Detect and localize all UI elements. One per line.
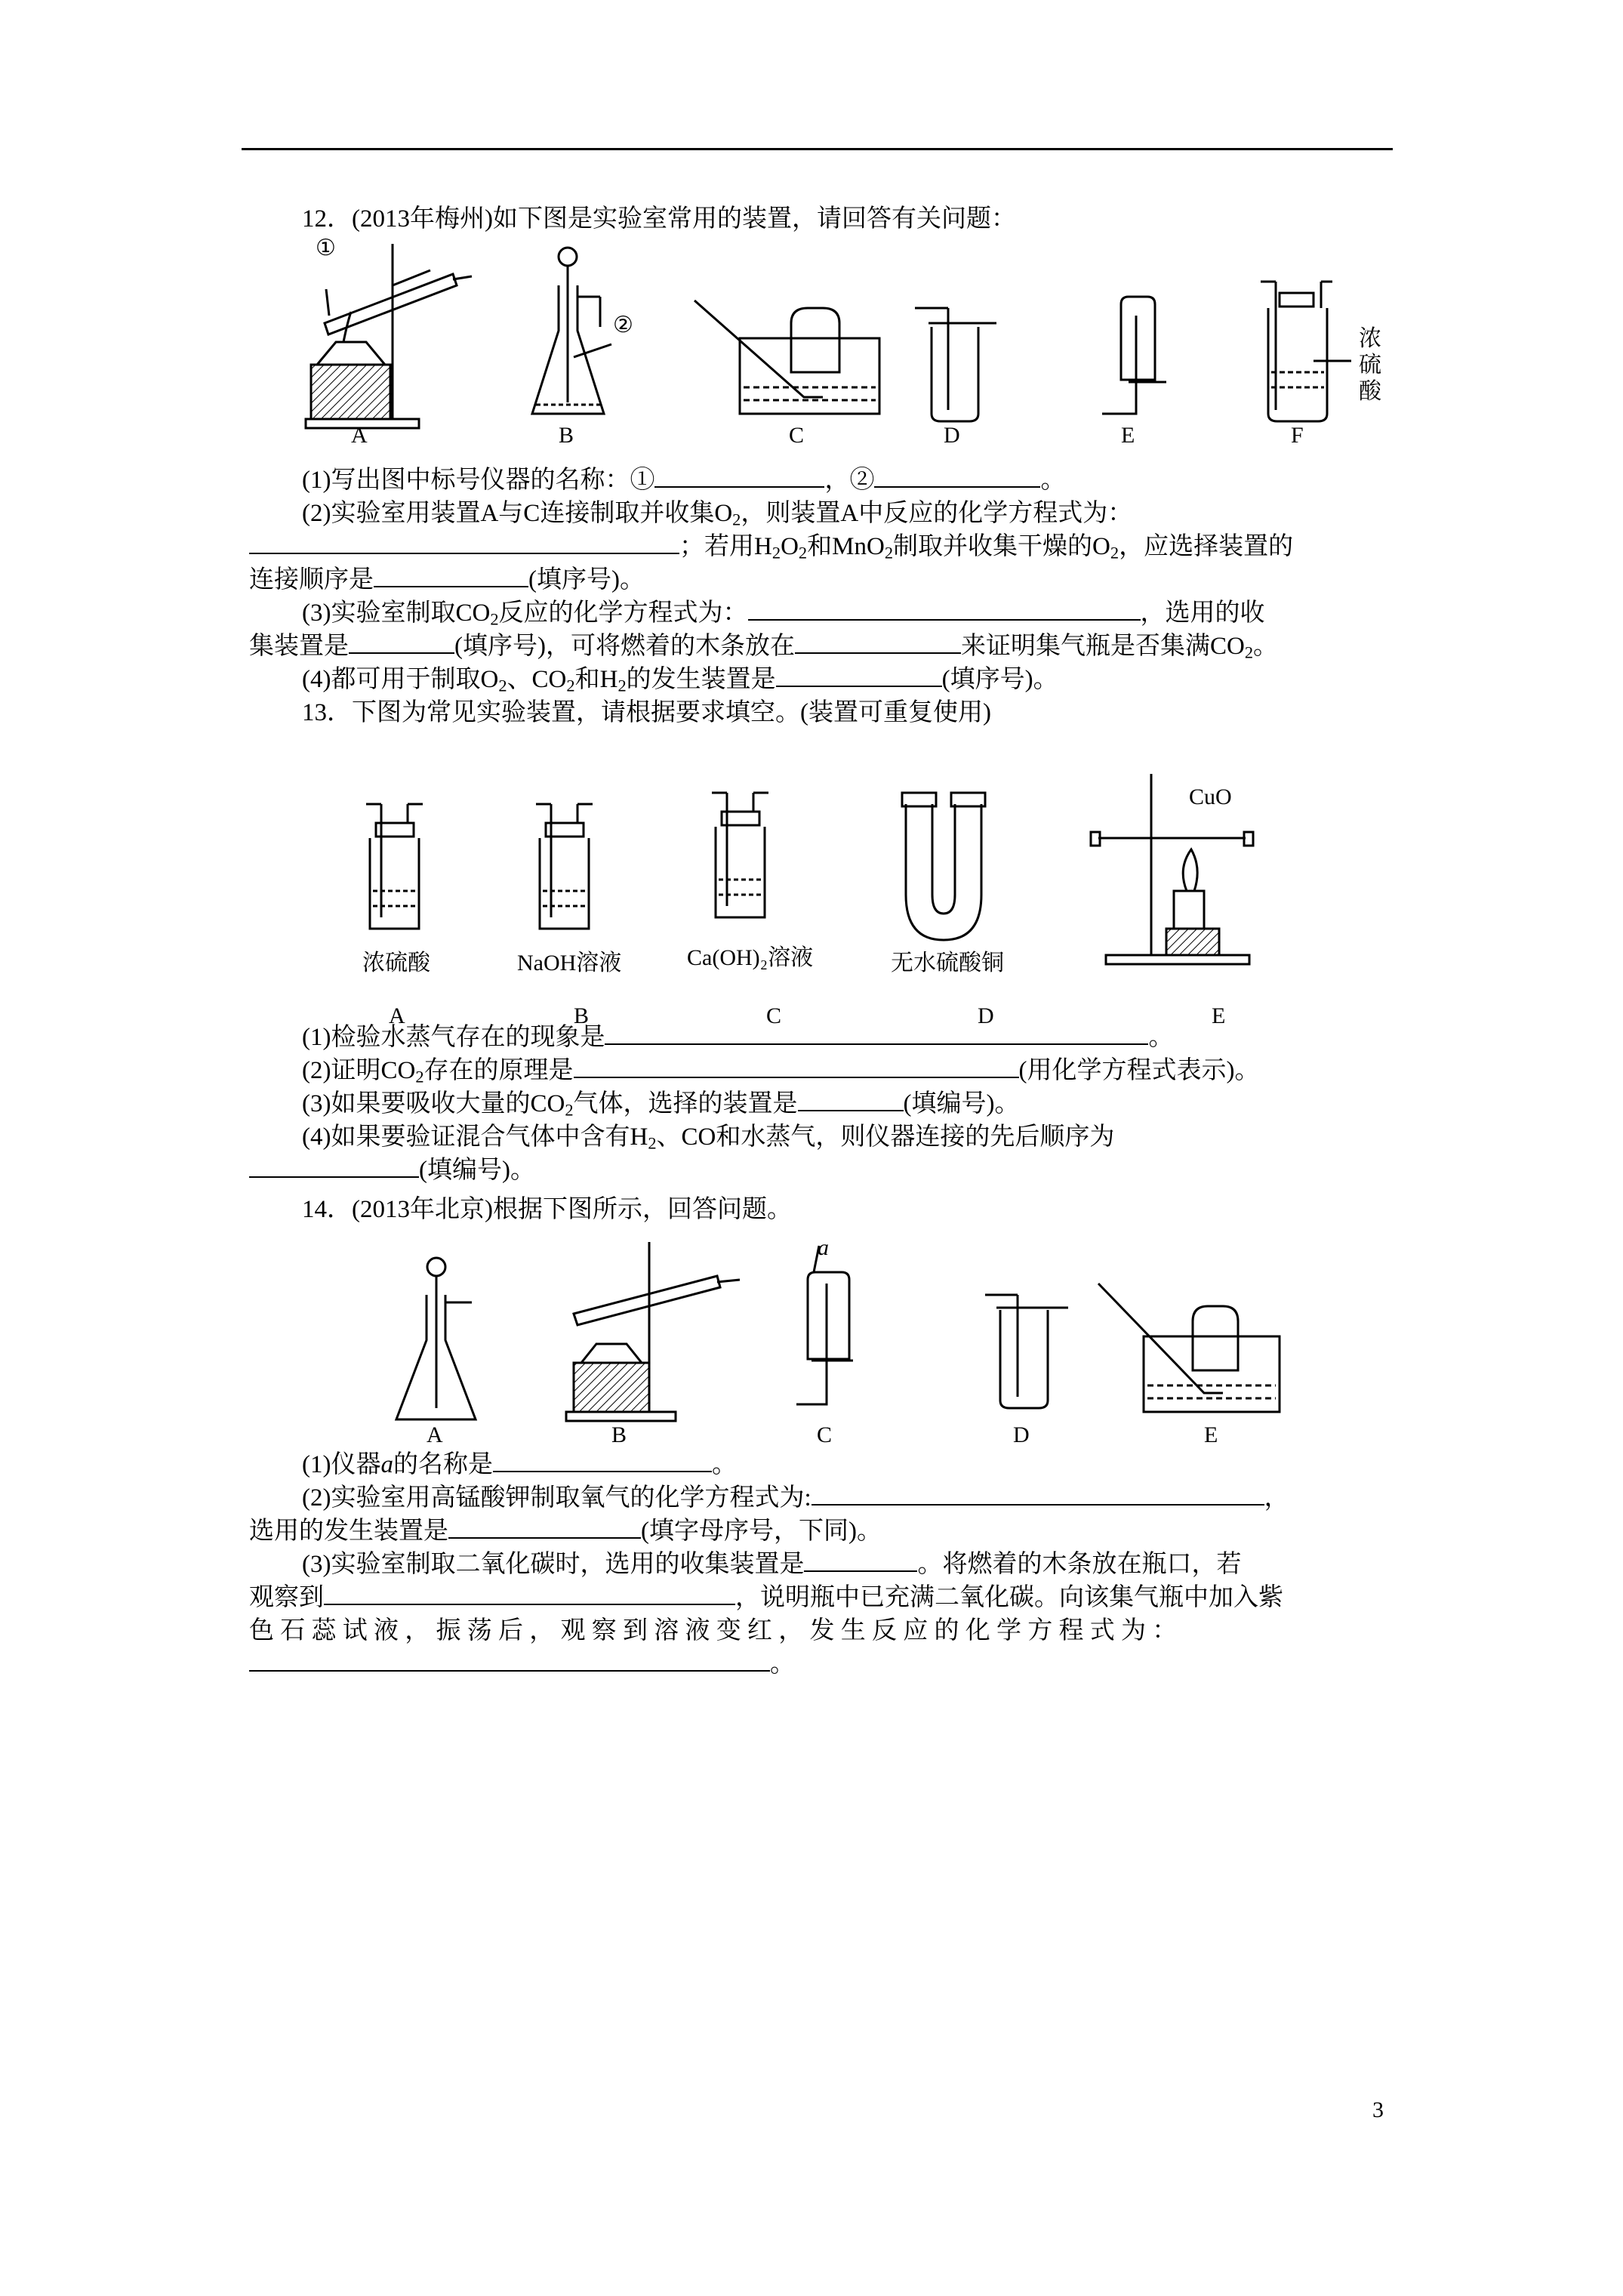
q13-bottle-label-c: Ca(OH)₂溶液: [687, 945, 814, 970]
q14-e-trough: [1144, 1336, 1280, 1412]
q14-stem: 14．(2013年北京)根据下图所示，回答问题。: [302, 1196, 792, 1223]
q13-label-a: A: [389, 1003, 405, 1027]
q12-p2-line3: 连接顺序是 (填序号)。: [249, 563, 1389, 596]
q14-a-funnel: [427, 1258, 445, 1276]
q13-p2: (2)证明$CO_2$存在的原理是 (用化学方程式表示)。: [302, 1054, 1389, 1087]
q14-label-c: C: [817, 1422, 833, 1447]
q13-bottle-label-b: NaOH溶液: [517, 951, 622, 975]
q12-c-trough: [740, 338, 879, 414]
q12-blank-1[interactable]: [654, 464, 824, 488]
q13-label-d: D: [978, 1003, 994, 1027]
q12-label-b: B: [559, 423, 574, 444]
q13-blank-3[interactable]: [798, 1087, 904, 1111]
q13-b-bottle: [540, 838, 589, 929]
q14-blank-2[interactable]: [812, 1481, 1264, 1505]
q13-blank-2[interactable]: [574, 1054, 1019, 1078]
q14-p3-line1: (3)实验室制取二氧化碳时，选用的收集装置是 。将燃着的木条放在瓶口，若: [302, 1548, 1389, 1581]
q12-blank-7[interactable]: [795, 630, 961, 654]
q12-p2-line2: ；若用$H_2O_2$和MnO$_2$制取并收集干燥的$O_2$，应选择装置的: [249, 530, 1389, 563]
q14-figure: [385, 1238, 1291, 1450]
q14-b-test-tube: [574, 1276, 720, 1325]
q12-p3-line1: (3)实验室制取$CO_2$反应的化学方程式为： ，选用的收: [302, 596, 1389, 630]
q12-label-a: A: [351, 423, 368, 444]
q14-e-tube: [1098, 1284, 1223, 1393]
q14-c-bottle: [808, 1272, 849, 1359]
q12-f-note-2: 硫: [1359, 353, 1381, 378]
q13-e-lamp: [1174, 891, 1204, 929]
q12-e-tube: [1102, 316, 1136, 414]
q12-blank-3[interactable]: [249, 530, 679, 554]
q12-p4: (4)都可用于制取$O_2$、$CO_2$和$H_2$的发生装置是 (填序号)。: [302, 663, 1389, 696]
q13-blank-1[interactable]: [605, 1021, 1148, 1045]
q14-p2-line1: (2)实验室用高锰酸钾制取氧气的化学方程式为: ，: [302, 1481, 1389, 1515]
q14-blank-6[interactable]: [249, 1647, 770, 1672]
q12-a-lamp: [317, 342, 385, 365]
q14-d-bottle: [1000, 1310, 1048, 1408]
q12-c-bottle: [791, 308, 839, 372]
q14-blank-3[interactable]: [448, 1515, 641, 1539]
q14-b-block: [574, 1363, 649, 1412]
q14-c-tube: [796, 1284, 827, 1404]
q14-blank-1[interactable]: [493, 1448, 712, 1472]
q14-label-a: A: [427, 1422, 443, 1447]
q12-label-c: C: [789, 423, 805, 444]
q12-f-note-1: 浓: [1359, 326, 1381, 351]
q12-blank-8[interactable]: [776, 663, 942, 687]
q13-stem: 13．下图为常见实验装置，请根据要求填空。(装置可重复使用): [302, 699, 991, 726]
q12-d-bottle: [932, 327, 978, 421]
q13-c-bottle: [716, 827, 765, 917]
q12-c-delivery-tube: [694, 300, 823, 397]
q12-a-test-tube: [325, 274, 457, 334]
q14-label-e: E: [1204, 1422, 1218, 1447]
q12-e-bottle: [1121, 297, 1155, 380]
q12-p1: (1)写出图中标号仪器的名称：① ，② 。: [302, 464, 1389, 497]
q13-label-e: E: [1212, 1003, 1226, 1027]
q13-cuo-label: CuO: [1189, 784, 1232, 809]
q13-e-base: [1106, 955, 1249, 964]
q12-figure: [302, 233, 1419, 444]
q13-blank-4[interactable]: [249, 1154, 419, 1178]
q13-bottle-label-d: 无水硫酸铜: [891, 951, 1004, 975]
q13-p1: (1)检验水蒸气存在的现象是 。: [302, 1021, 1389, 1054]
q13-p4-line2: (填编号)。: [249, 1154, 1389, 1187]
q13-p3: (3)如果要吸收大量的$CO_2$气体，选择的装置是 (填编号)。: [302, 1087, 1389, 1120]
q12-b-funnel: [559, 248, 577, 266]
q12-blank-2[interactable]: [874, 464, 1040, 488]
q13-label-b: B: [574, 1003, 590, 1027]
q13-bottle-label-a: 浓硫酸: [362, 951, 430, 975]
q12-p3-line2: 集装置是 (填序号)，可将燃着的木条放在 来证明集气瓶是否集满$CO_2$。: [249, 630, 1389, 663]
q13-label-c: C: [766, 1003, 782, 1027]
q12-mark-2: ②: [613, 313, 633, 337]
q12-blank-6[interactable]: [349, 630, 454, 654]
q14-p2-line2: 选用的发生装置是 (填字母序号，下同)。: [249, 1515, 1389, 1548]
q13-a-bottle: [370, 838, 419, 929]
q12-a-block: [311, 365, 390, 419]
q12-f-bottle: [1268, 308, 1327, 421]
q14-p3-line4: 。: [249, 1647, 1389, 1681]
header-rule: [242, 148, 1393, 150]
q12-label-f: F: [1291, 423, 1304, 444]
q12-p2-line1: (2)实验室用装置A与C连接制取并收集$O_2$，则装置A中反应的化学方程式为：: [302, 500, 1133, 529]
q14-label-b: B: [611, 1422, 627, 1447]
q14-blank-4[interactable]: [804, 1548, 917, 1572]
q12-label-e: E: [1121, 423, 1135, 444]
q14-mark-a: a: [818, 1238, 829, 1260]
q12-label-d: D: [944, 423, 960, 444]
q12-f-note-3: 酸: [1359, 379, 1381, 404]
q14-p3-line3: 色 石 蕊 试 液 ， 振 荡 后 ， 观 察 到 溶 液 变 红 ， 发 生 反 应 的 化 学 方 程 式 为 ：: [249, 1617, 1178, 1644]
q14-p1: (1)仪器a的名称是 。: [302, 1448, 1389, 1481]
q12-blank-5[interactable]: [748, 596, 1141, 621]
q13-p4-line1: (4)如果要验证混合气体中含有$H_2$、CO和水蒸气，则仪器连接的先后顺序为: [302, 1123, 1115, 1153]
q14-e-bottle: [1193, 1306, 1238, 1370]
q12-mark-1: ①: [316, 236, 336, 260]
q13-figure: [347, 770, 1313, 1027]
q12-stem: 12．(2013年梅州)如下图是实验室常用的装置，请回答有关问题：: [302, 205, 1016, 233]
q12-blank-4[interactable]: [374, 563, 528, 587]
q13-d-u-tube: [906, 804, 981, 940]
q14-p3-line2: 观察到 ，说明瓶中已充满二氧化碳。向该集气瓶中加入紫: [249, 1581, 1389, 1614]
q14-label-d: D: [1013, 1422, 1030, 1447]
q14-blank-5[interactable]: [324, 1581, 735, 1605]
page-number: 3: [1372, 2097, 1384, 2122]
